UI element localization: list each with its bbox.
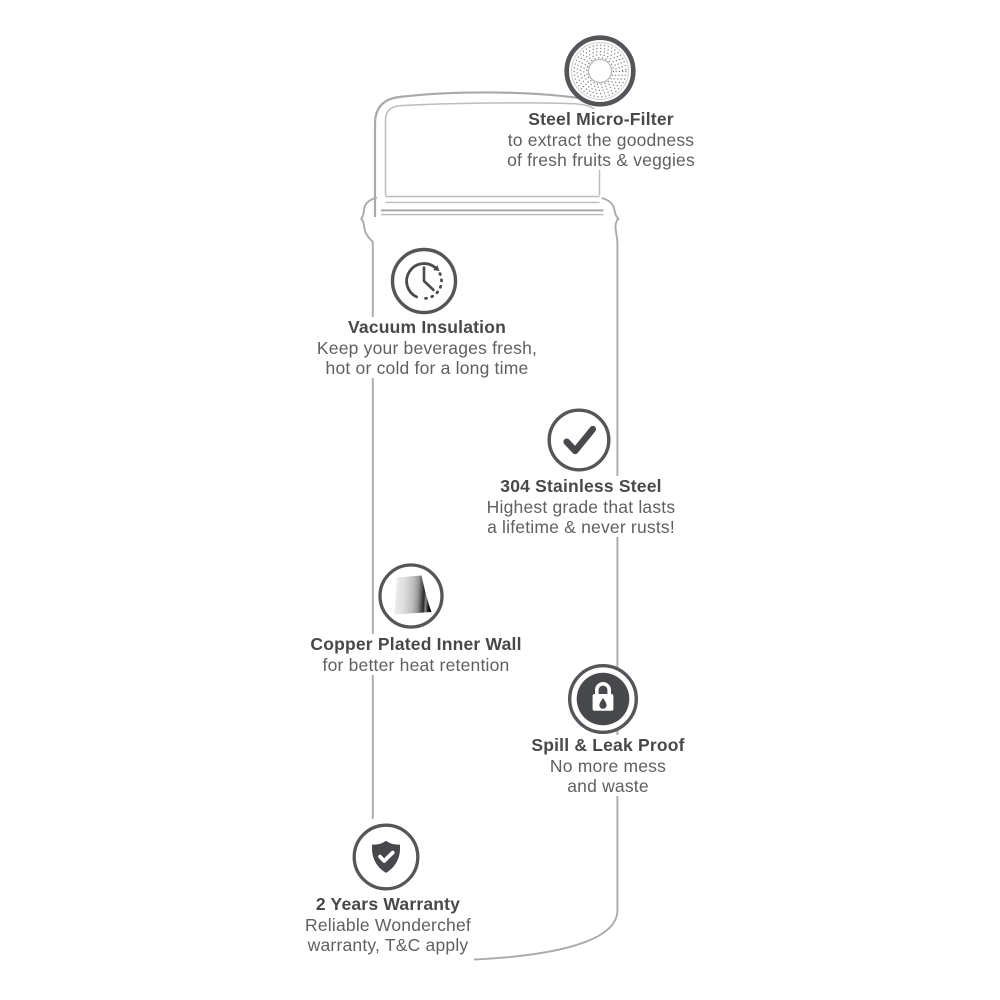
- copper-wall-icon: [377, 562, 445, 630]
- feature-line: Keep your beverages fresh,: [316, 338, 538, 358]
- checkmark-icon: [546, 407, 612, 473]
- feature-line: Reliable Wonderchef: [305, 915, 471, 935]
- feature-text-block: [304, 634, 527, 675]
- feature-text-block: [299, 894, 477, 955]
- feature-line: for better heat retention: [322, 655, 510, 675]
- feature-title: 2 Years Warranty: [315, 894, 461, 914]
- feature-line: Highest grade that lasts: [486, 497, 676, 517]
- padlock-icon: [566, 662, 640, 736]
- feature-line: warranty, T&C apply: [307, 935, 469, 955]
- feature-title: Copper Plated Inner Wall: [310, 634, 522, 654]
- feature-text-block: [525, 735, 690, 796]
- feature-title: 304 Stainless Steel: [500, 476, 662, 496]
- feature-line: and waste: [567, 776, 649, 796]
- feature-title: Vacuum Insulation: [347, 317, 507, 337]
- feature-line: a lifetime & never rusts!: [487, 517, 675, 537]
- feature-text-block: [501, 109, 701, 170]
- feature-title: Spill & Leak Proof: [531, 735, 685, 755]
- feature-line: No more mess: [549, 756, 667, 776]
- feature-text-block: [481, 476, 682, 537]
- feature-line: of fresh fruits & veggies: [507, 150, 695, 170]
- filter-icon: [562, 33, 638, 109]
- feature-title: Steel Micro-Filter: [528, 109, 674, 129]
- shield-check-icon: [351, 822, 421, 892]
- feature-line: hot or cold for a long time: [325, 358, 529, 378]
- clock-rotation-icon: [389, 246, 459, 316]
- feature-text-block: [311, 317, 543, 378]
- feature-line: to extract the goodness: [507, 130, 695, 150]
